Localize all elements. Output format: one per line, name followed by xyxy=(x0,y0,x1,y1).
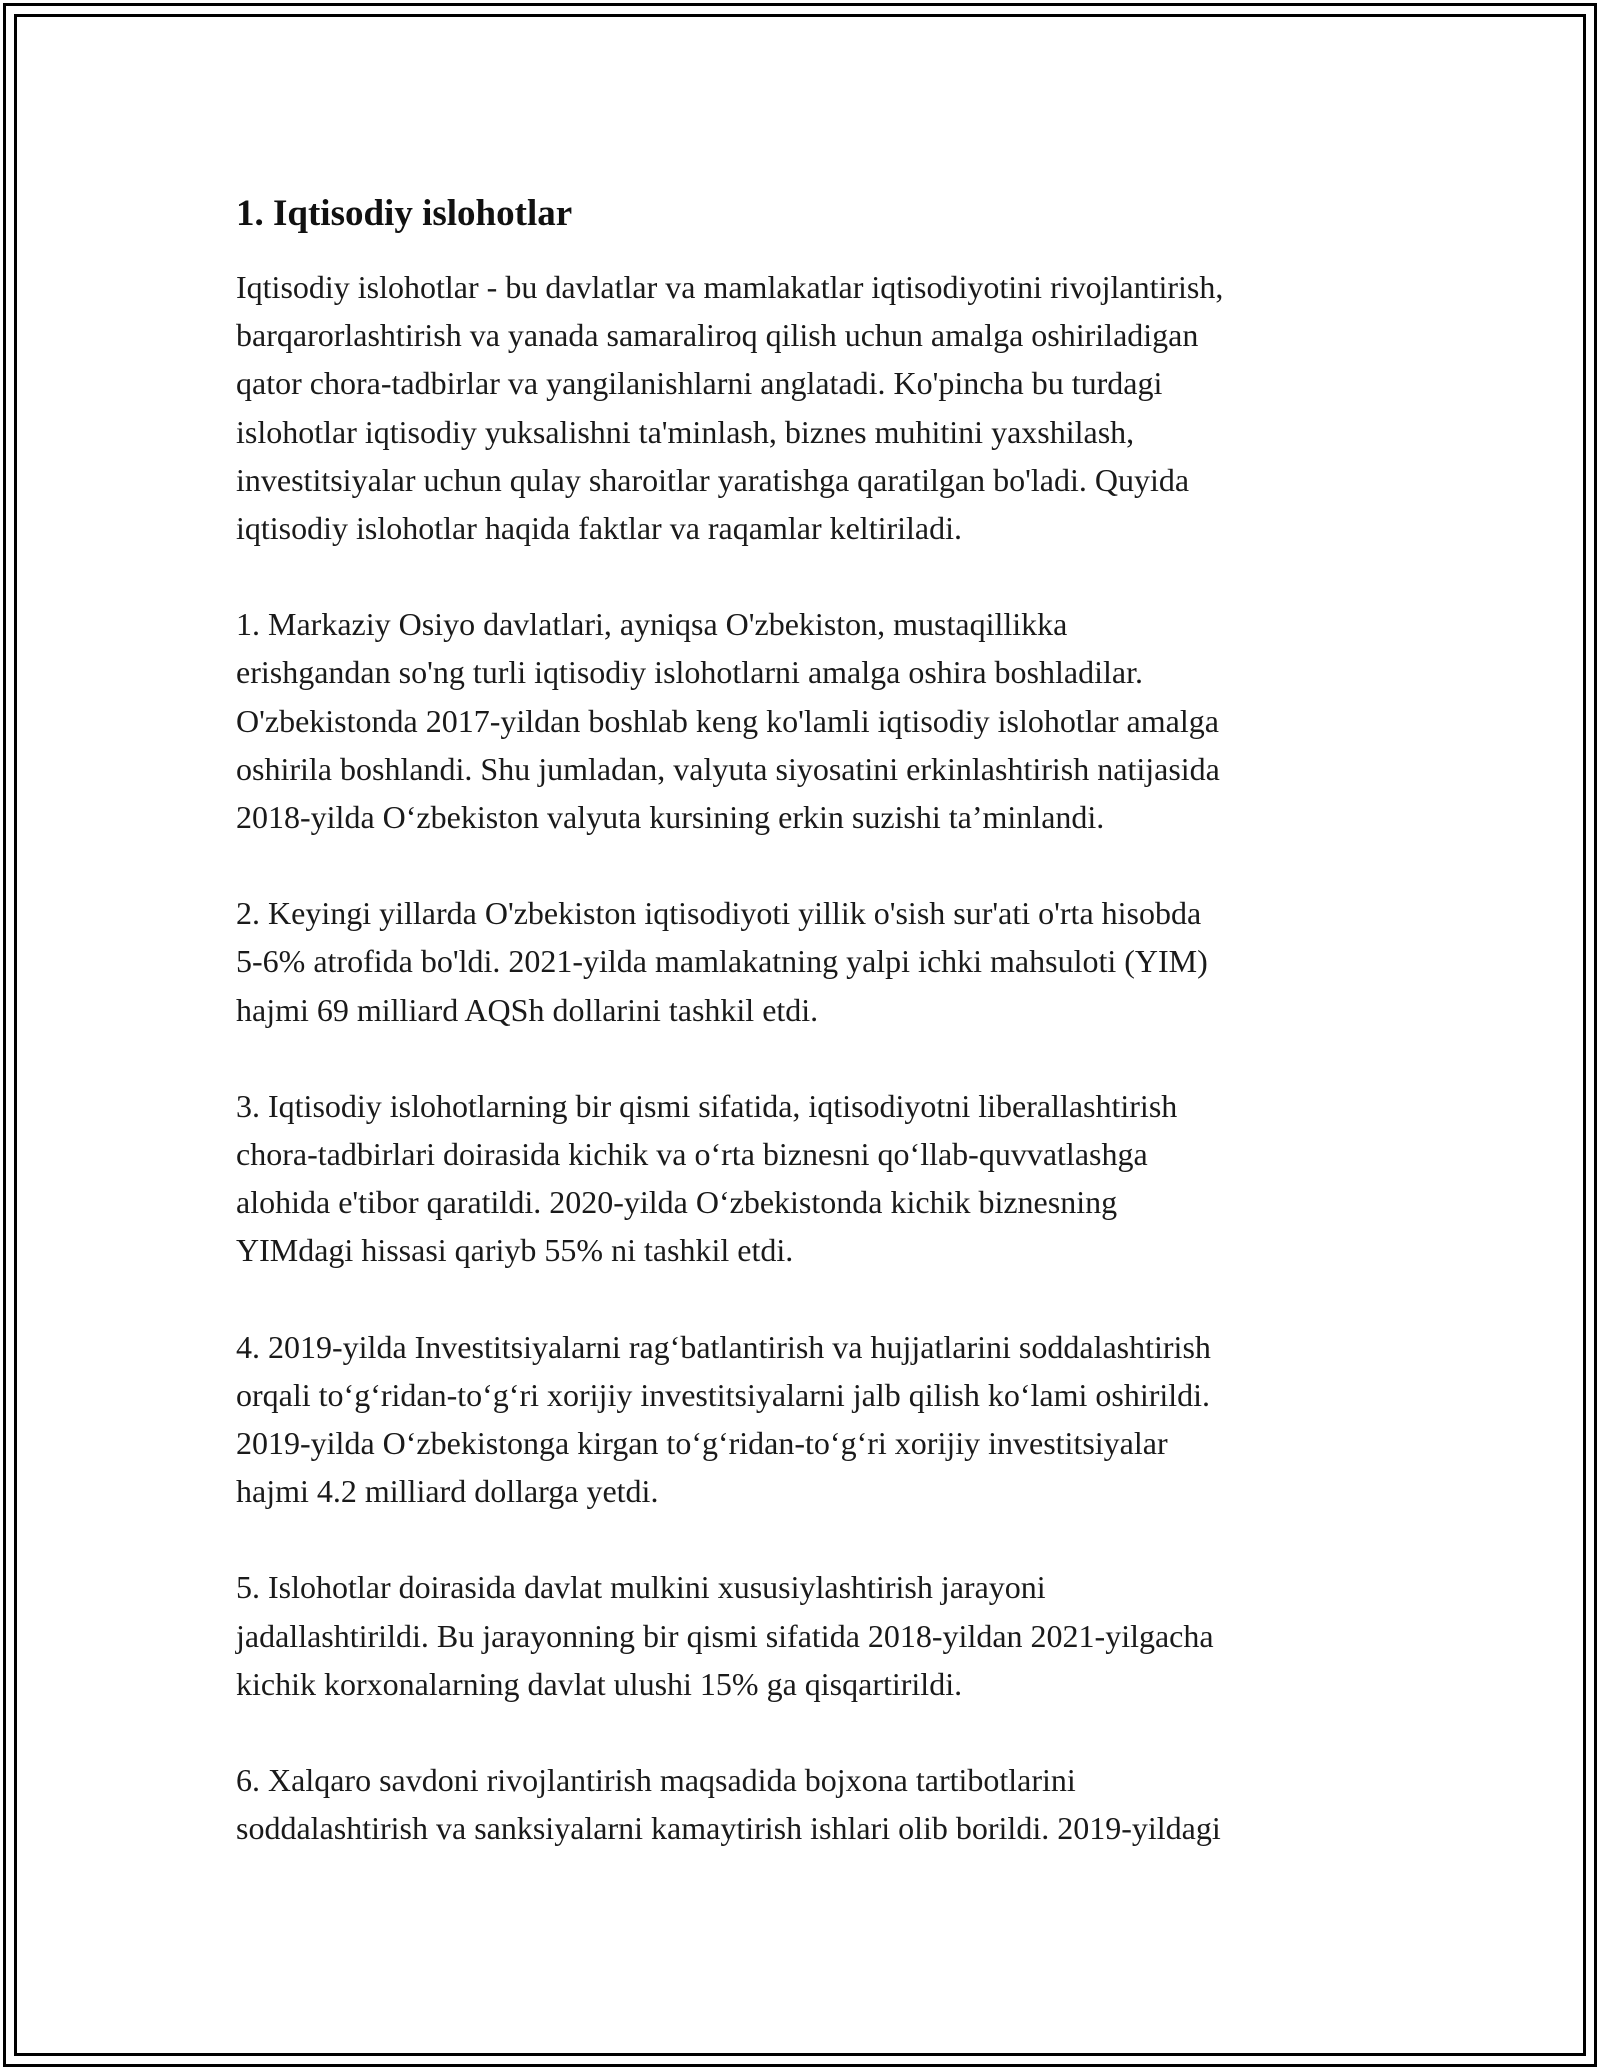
fact-paragraph-6: 6. Xalqaro savdoni rivojlantirish maqsadida bojxona tartibotlarini soddalashtirish va sanksiyalarni kamaytirish ishlari olib borildi. 2019-yildagi xyxy=(236,1762,1221,1847)
fact-paragraph-1: 1. Markaziy Osiyo davlatlari, ayniqsa O'zbekiston, mustaqillikka erishgandan so'ng turli iqtisodiy islohotlarni amalga oshira boshladilar. O'zbekistonda 2017-yildan boshlab keng ko'lamli iqtisodiy islohotlar amalga oshirila boshlandi. Shu jumladan, valyuta siyosatini erkinlashtirish natijasida 2018-yilda O‘zbekiston valyuta kursining erkin suzishi ta’minlandi. xyxy=(236,606,1220,836)
intro-paragraph: Iqtisodiy islohotlar - bu davlatlar va mamlakatlar iqtisodiyotini rivojlantirish, barqarorlashtirish va yanada samaraliroq qilish uchun amalga oshiriladigan qator chora-tadbirlar va yangilanishlarni anglatadi. Ko'pincha bu turdagi islohotlar iqtisodiy yuksalishni ta'minlash, biznes muhitini yaxshilash, investitsiyalar uchun qulay sharoitlar yaratishga qaratilgan bo'ladi. Quyida iqtisodiy islohotlar haqida faktlar va raqamlar keltiriladi. xyxy=(236,269,1224,547)
fact-paragraph-3: 3. Iqtisodiy islohotlarning bir qismi sifatida, iqtisodiyotni liberallashtirish chora-tadbirlari doirasida kichik va o‘rta biznesni qo‘llab-quvvatlashga alohida e'tibor qaratildi. 2020-yilda O‘zbekistonda kichik biznesning YIMdagi hissasi qariyb 55% ni tashkil etdi. xyxy=(236,1087,1178,1269)
document-body xyxy=(236,190,1384,1900)
fact-paragraph-2: 2. Keyingi yillarda O'zbekiston iqtisodiyoti yillik o'sish sur'ati o'rta hisobda 5-6% atrofida bo'ldi. 2021-yilda mamlakatning yalpi ichki mahsuloti (YIM) hajmi 69 milliard AQSh dollarini tashkil etdi. xyxy=(236,895,1208,1028)
fact-paragraph-4: 4. 2019-yilda Investitsiyalarni rag‘batlantirish va hujjatlarini soddalashtirish orqali to‘g‘ridan-to‘g‘ri xorijiy investitsiyalarni jalb qilish ko‘lami oshirildi. 2019-yilda O‘zbekistonga kirgan to‘g‘ridan-to‘g‘ri xorijiy investitsiyalar hajmi 4.2 milliard dollarga yetdi. xyxy=(236,1328,1211,1510)
fact-paragraph-5: 5. Islohotlar doirasida davlat mulkini xususiylashtirish jarayoni jadallashtirildi. Bu jarayonning bir qismi sifatida 2018-yildan 2021-yilgacha kichik korxonalarning davlat ulushi 15% ga qisqartirildi. xyxy=(236,1569,1214,1702)
section-heading: 1. Iqtisodiy islohotlar xyxy=(236,193,573,234)
